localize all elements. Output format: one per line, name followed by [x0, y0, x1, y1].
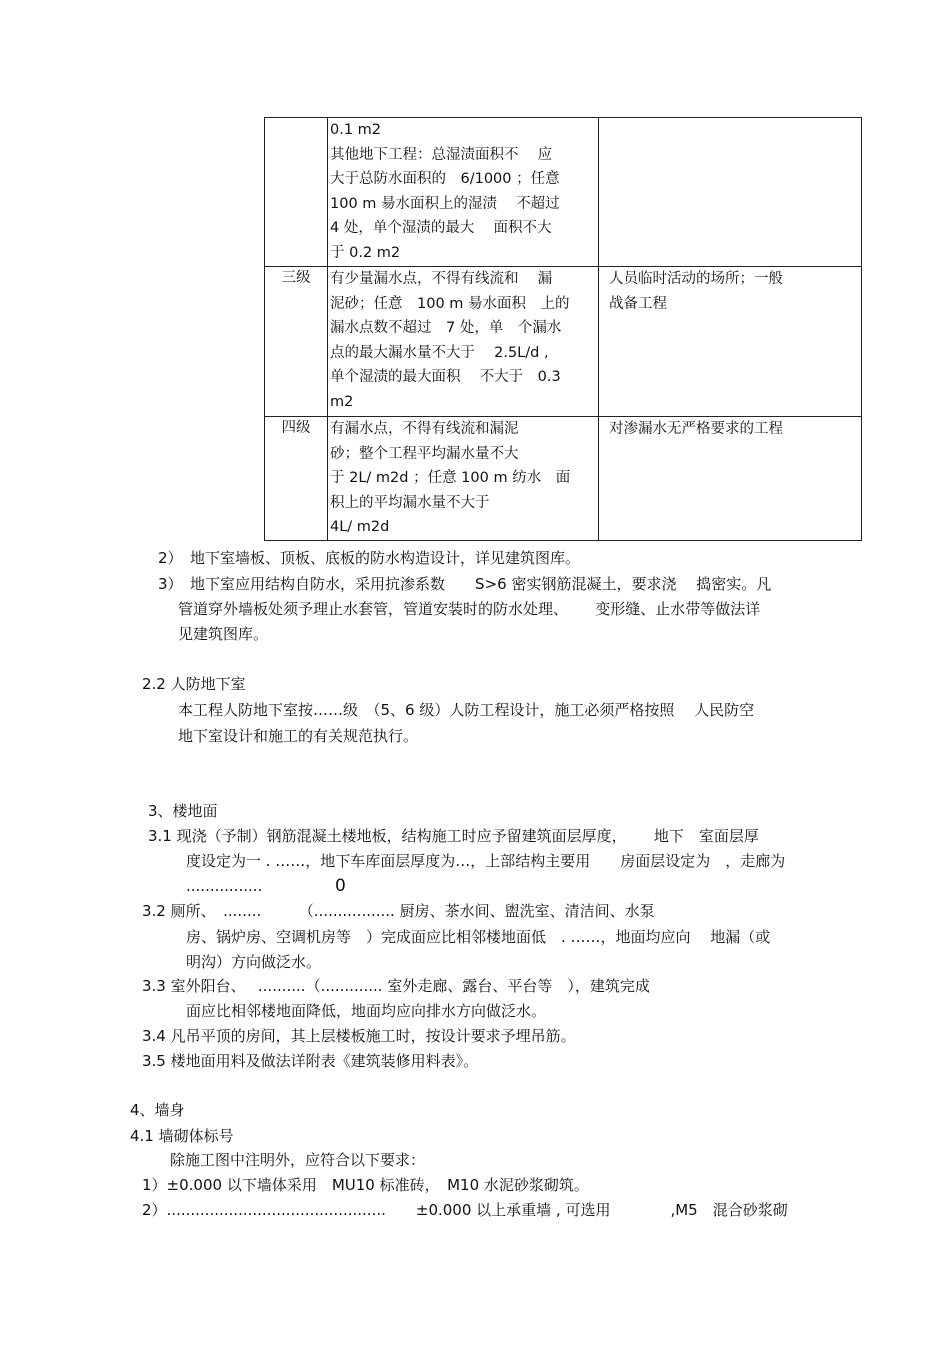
paragraph: 地下室设计和施工的有关规范执行。: [178, 727, 419, 745]
standard-line: 于 2L/ m2d ；任意 100 m 纺水 面: [330, 470, 571, 486]
standard-line: 大于总防水面积的 6/1000 ；任意: [330, 171, 560, 187]
standard-line: 漏水点数不超过 7 处，单 个漏水: [330, 320, 562, 336]
section-heading: 2.2 人防地下室: [142, 675, 246, 693]
paragraph: 3.4 凡吊平顶的房间，其上层楼板施工时，按设计要求予埋吊筋。: [142, 1027, 576, 1045]
usage-line: 对渗漏水无严格要求的工程: [609, 421, 783, 437]
section-heading: 3、楼地面: [148, 802, 218, 820]
paragraph: 3） 地下室应用结构自防水，采用抗渗系数 S>6 密实钢筋混凝土，要求浇 捣密实。凡: [158, 575, 772, 593]
grade-cell: [265, 267, 328, 417]
paragraph: 3.5 楼地面用料及做法详附表《建筑装修用料表》。: [142, 1052, 479, 1070]
table-row: [265, 267, 862, 417]
paragraph: 除施工图中注明外，应符合以下要求：: [170, 1151, 426, 1169]
standard-line: 4 处，单个湿渍的最大 面积不大: [330, 220, 552, 236]
paragraph: 2）.............................................. ±0.000 以上承重墙 , 可选用 ,M5 混合砂浆砌: [142, 1201, 788, 1219]
grade-label: 四级: [281, 420, 311, 436]
paragraph: 3.3 室外阳台、 ..........（............. 室外走廊、露台、平台等 ），建筑完成: [142, 977, 650, 995]
paragraph: 管道穿外墙板处须予理止水套管，管道安装时的防水处理、 变形缝、止水带等做法详: [178, 600, 761, 618]
paragraph: 2） 地下室墙板、顶板、底板的防水构造设计，详见建筑图库。: [158, 549, 581, 567]
standard-cell: [328, 267, 599, 417]
standard-line: 于 0.2 m2: [330, 244, 401, 261]
standard-line: 有漏水点，不得有线流和漏泥: [330, 421, 519, 437]
standard-cell: [328, 417, 599, 541]
paragraph: ................: [186, 877, 263, 895]
paragraph: 3.1 现浇（予制）钢筋混凝土楼地板，结构施工时应予留建筑面层厚度， 地下 室面层厚: [148, 827, 759, 845]
paragraph: 见建筑图库。: [178, 625, 269, 643]
paragraph: 本工程人防地下室按……级 （5、6 级）人防工程设计，施工必须严格按照 人民防空: [178, 701, 755, 719]
paragraph: 面应比相邻楼地面降低，地面均应向排水方向做泛水。: [186, 1002, 547, 1020]
usage-cell: [599, 118, 862, 267]
standard-line: 有少量漏水点，不得有线流和 漏: [330, 271, 553, 287]
standard-line: m2: [330, 393, 354, 410]
standard-line: 积上的平均漏水量不大于: [330, 494, 490, 511]
paragraph: 房、锅炉房、空调机房等 ）完成面应比相邻楼地面低 . ……，地面均应向 地漏（或: [186, 928, 771, 946]
paragraph: 0: [335, 876, 346, 896]
section-heading: 4、墙身: [130, 1101, 185, 1119]
paragraph: 3.2 厕所、 ........ （................. 厨房、茶水间、盥洗室、清洁间、水泵: [142, 902, 655, 920]
standard-line: 100 m 昜水面积上的湿渍 不超过: [330, 195, 560, 212]
usage-cell: [599, 267, 862, 417]
section-heading: 4.1 墙砌体标号: [130, 1127, 234, 1145]
usage-cell: [599, 417, 862, 541]
standard-line: 单个湿渍的最大面积 不大于 0.3: [330, 369, 561, 385]
table-row: [265, 417, 862, 541]
usage-line: 人员临时活动的场所；一般: [609, 271, 783, 287]
paragraph: 1）±0.000 以下墙体采用 MU10 标准砖， M10 水泥砂浆砌筑。: [142, 1176, 589, 1194]
standard-line: 0.1 m2: [330, 122, 382, 138]
standard-line: 4L/ m2d: [330, 519, 390, 535]
table-row: [265, 118, 862, 267]
standard-cell: [328, 118, 599, 267]
paragraph: 度设定为一 . ……，地下车库面层厚度为…，上部结构主要用 房面层设定为 ，走廊为: [186, 852, 786, 870]
standard-line: 砂；整个工程平均漏水量不大: [330, 445, 519, 462]
standard-line: 点的最大漏水量不大于 2.5L/d ,: [330, 344, 549, 361]
grade-label: 三级: [281, 270, 311, 286]
grade-cell: [265, 417, 328, 541]
standard-line: 其他地下工程：总湿渍面积不 应: [330, 146, 553, 163]
usage-line: 战备工程: [609, 295, 667, 312]
grade-cell: [265, 118, 328, 267]
waterproof-grade-table: [264, 117, 862, 541]
standard-line: 泥砂；任意 100 m 昜水面积 上的: [330, 295, 570, 312]
paragraph: 明沟）方向做泛水。: [186, 953, 322, 971]
